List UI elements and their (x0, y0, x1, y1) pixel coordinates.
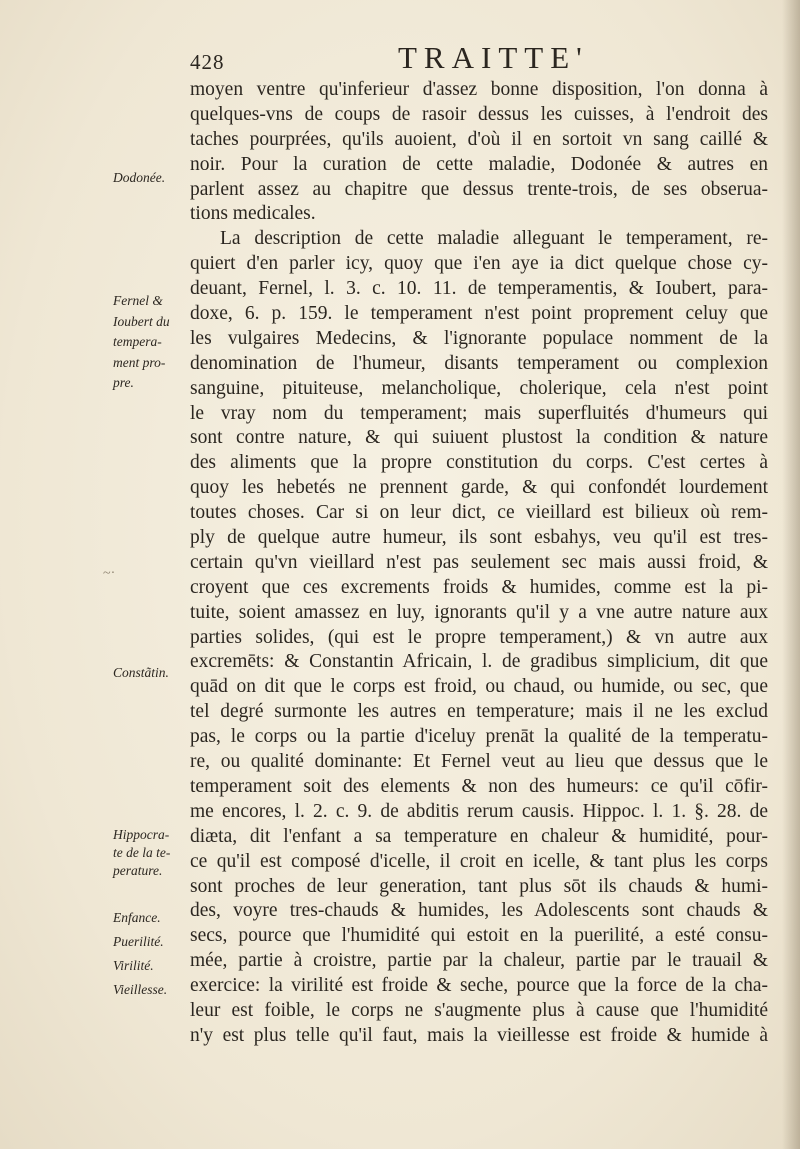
margin-note-constantin: Constãtin. (113, 665, 169, 680)
text-line: tel degré surmonte les autres en temperature; mais il ne les exclud (190, 701, 768, 723)
margin-note-fernel: Fernel & Ioubert du tempera- ment pro- pre. (113, 293, 170, 390)
text-line: des, voyre tres-chauds & humides, les Adolescents sont chauds & (190, 900, 768, 922)
text-line: doxe, 6. p. 159. le temperament n'est point proprement celuy que (190, 303, 768, 325)
text-line: des aliments que la propre constitution du corps. C'est certes à (190, 452, 768, 474)
text-line: denomination de l'humeur, disants temperament ou complexion (190, 352, 768, 374)
margin-note-vieillesse: Vieillesse. (113, 982, 168, 997)
margin-smudge: ~· (103, 566, 116, 581)
text-line: quād on dit que le corps est froid, ou chaud, ou humide, ou sec, que (190, 676, 768, 698)
text-line: quoy les hebetés ne prennent garde, & qui confondét lourdement (190, 477, 768, 499)
margin-notes-column (0, 0, 190, 1149)
text-line: sanguine, pituiteuse, melancholique, cholerique, cela n'est point (190, 377, 768, 399)
margin-note-virilite: Virilité. (113, 958, 154, 973)
text-line: parlent assez au chapitre que dessus trente-trois, de ses obserua- (190, 178, 768, 200)
text-line: me encores, l. 2. c. 9. de abditis rerum causis. Hippoc. l. 1. §. 28. de (190, 800, 768, 822)
text-line: parties solides, (qui est le propre temperament,) & vn autre aux (190, 626, 768, 648)
text-line: croyent que ces excrements froids & humides, comme est la pi- (190, 576, 768, 598)
text-line: noir. Pour la curation de cette maladie, Dodonée & autres en (190, 153, 768, 175)
text-line: temperament soit des elements & non des humeurs: ce qu'il cōfir- (190, 775, 768, 797)
text-line: quiert d'en parler icy, quoy que i'en aye ia dict quelque chose cy- (190, 253, 768, 275)
margin-note-dodonee: Dodonée. (113, 170, 166, 185)
text-line: ply de quelque autre humeur, ils sont esbahys, veu qu'il est tres- (190, 527, 768, 549)
text-line: diæta, dit l'enfant a sa temperature en chaleur & humidité, pour- (190, 825, 768, 847)
text-line: moyen ventre qu'inferieur d'assez bonne disposition, l'on donna à (190, 79, 768, 100)
text-line: le vray nom du temperament; mais superfluités d'humeurs qui (190, 402, 768, 424)
page-number: 428 (190, 50, 225, 74)
text-block (190, 78, 768, 1049)
text-line: taches pourprées, qu'ils auoient, d'où il en sortoit vn sang caillé & (190, 128, 768, 150)
text-line: quelques-vns de coups de rasoir dessus les cuisses, à l'endroit des (190, 103, 768, 125)
text-line: leur est foible, le corps ne s'augmente plus à cause que l'humidité (190, 999, 768, 1021)
margin-note-puerilite: Puerilité. (113, 934, 164, 949)
text-line: mée, partie à croistre, partie par la chaleur, partie par le trauail & (190, 950, 768, 972)
text-line: pas, le corps ou la partie d'iceluy prenāt la qualité de la temperatu- (190, 726, 768, 748)
text-line: La description de cette maladie alleguant le temperament, re- (220, 228, 768, 250)
margin-note-enfance: Enfance. (113, 910, 161, 925)
text-line: re, ou qualité dominante: Et Fernel veut au lieu que dessus que le (190, 751, 768, 773)
text-line: certain qu'vn vieillard n'est pas seulement sec mais aussi froid, & (190, 551, 768, 573)
text-line: n'y est plus telle qu'il faut, mais la vieillesse est froide & humide à (190, 1024, 768, 1046)
text-line: toutes choses. Car si on leur dict, ce vieillard est bilieux où rem- (190, 502, 768, 524)
text-line: deuant, Fernel, l. 3. c. 10. 11. de temperamentis, & Ioubert, para- (190, 278, 768, 300)
text-line: sont contre nature, & qui suiuent plustost la condition & nature (190, 427, 768, 449)
text-line: excremēts: & Constantin Africain, l. de gradibus simplicium, dit que (190, 651, 768, 673)
text-line: les vulgaires Medecins, & l'ignorante populace nomment de la (190, 327, 768, 349)
text-line: exercice: la virilité est froide & seche, pource que la force de la cha- (190, 975, 768, 997)
text-line: sont proches de leur generation, tant plus sōt ils chauds & humi- (190, 875, 768, 897)
text-line: tuite, soient amassez en luy, ignorants qu'il y a vne autre nature aux (190, 601, 768, 623)
running-head: TRAITTE' (398, 40, 589, 75)
text-line: ce qu'il est composé d'icelle, il croit en icelle, & tant plus les corps (190, 850, 768, 872)
text-line: secs, pource que l'humidité qui estoit en la puerilité, a esté consu- (190, 925, 768, 947)
margin-note-hippocrates: Hippocra- te de la te- perature. (113, 827, 171, 878)
text-line: tions medicales. (190, 203, 316, 225)
page-edge-shadow (782, 0, 800, 1149)
